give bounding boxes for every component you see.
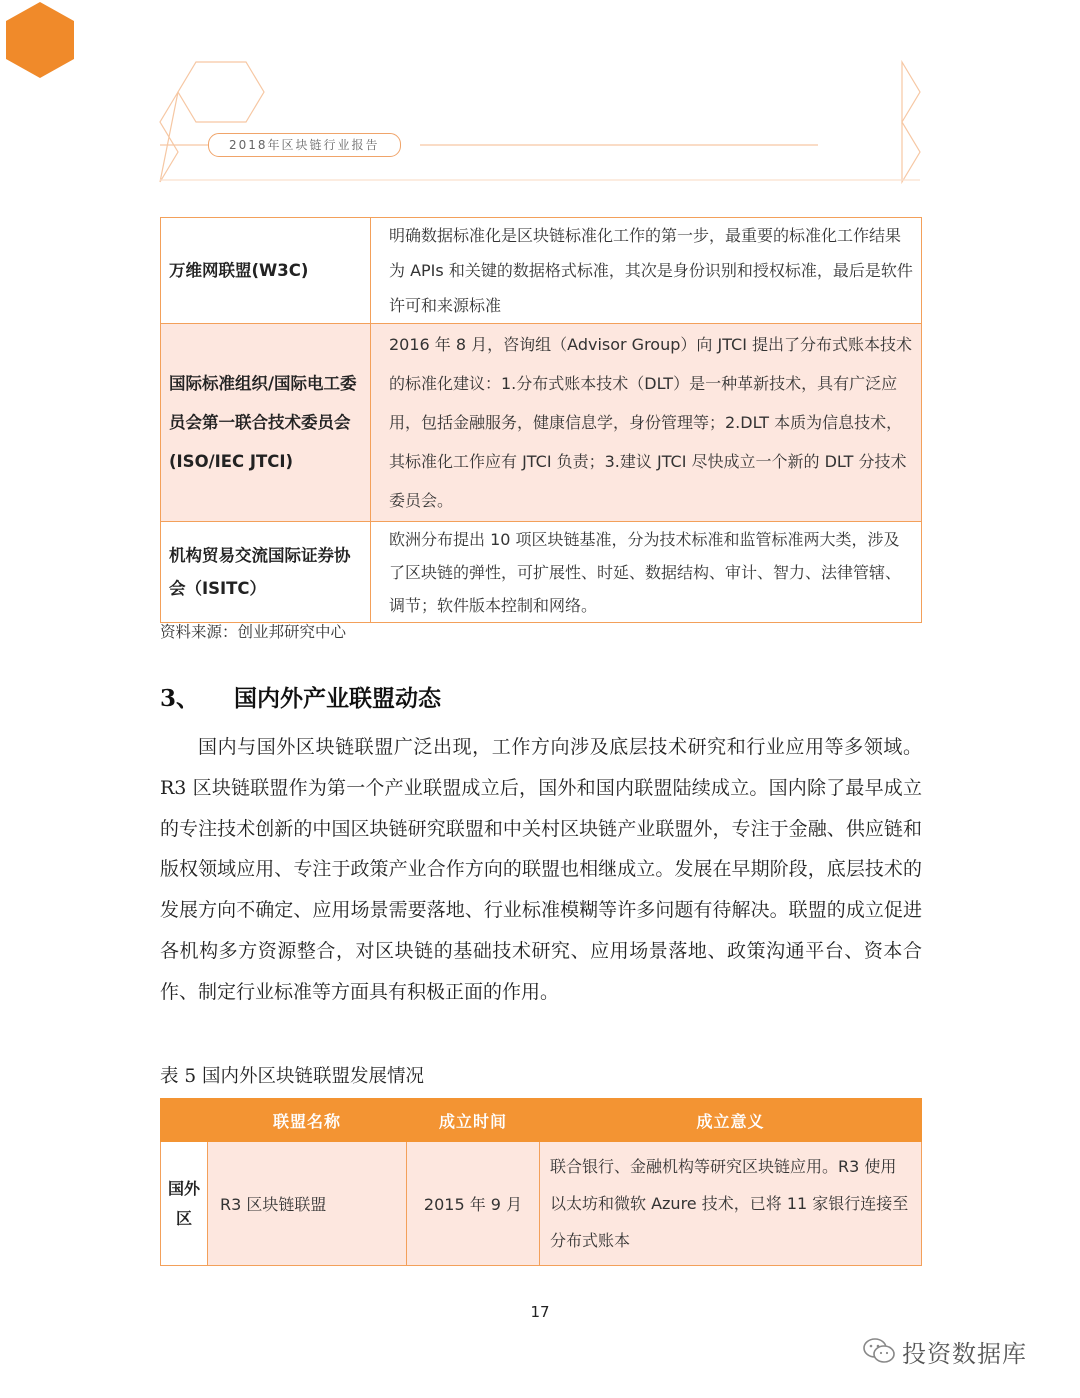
header-time: 成立时间 xyxy=(407,1099,540,1142)
header-meaning: 成立意义 xyxy=(540,1099,922,1142)
source-note: 资料来源：创业邦研究中心 xyxy=(160,623,347,641)
org-cell: 机构贸易交流国际证券协会（ISITC） xyxy=(161,522,371,623)
section-title: 国内外产业联盟动态 xyxy=(234,686,441,712)
table-header-row xyxy=(161,1099,922,1142)
table-caption: 表 5 国内外区块链联盟发展情况 xyxy=(160,1066,425,1087)
founded-time-cell: 2015 年 9 月 xyxy=(407,1142,540,1266)
section-heading xyxy=(160,680,441,713)
desc-cell: 明确数据标准化是区块链标准化工作的第一步，最重要的标准化工作结果为 APIs 和关键的数据格式标准，其次是身份识别和授权标准，最后是软件许可和来源标准 xyxy=(371,218,922,324)
table-row xyxy=(161,324,922,522)
report-title: 2018年区块链行业报告 xyxy=(208,133,401,157)
desc-cell: 2016 年 8 月，咨询组（Advisor Group）向 JTCI 提出了分布式账本技术的标准化建议：1.分布式账本技术（DLT）是一种革新技术，具有广泛应用，包括金融服务，健康信息学，身份管理等；2.DLT 本质为信息技术，其标准化工作应有 JTCI 负责；3.建议 JTCI 尽快成立一个新的 DLT 分技术委员会。 xyxy=(371,324,922,522)
page-header xyxy=(0,0,1080,200)
wechat-icon xyxy=(862,1336,896,1366)
meaning-cell: 联合银行、金融机构等研究区块链应用。R3 使用以太坊和微软 Azure 技术，已将 11 家银行连接至分布式账本 xyxy=(540,1142,922,1266)
org-cell: 万维网联盟(W3C) xyxy=(161,218,371,324)
region-cell: 国外区 xyxy=(161,1142,208,1266)
table-row xyxy=(161,218,922,324)
org-cell: 国际标准组织/国际电工委员会第一联合技术委员会(ISO/IEC JTCI) xyxy=(161,324,371,522)
standards-table xyxy=(160,217,922,623)
header-name: 联盟名称 xyxy=(208,1099,407,1142)
watermark-text: 投资数据库 xyxy=(902,1339,1027,1368)
desc-cell: 欧洲分布提出 10 项区块链基准，分为技术标准和监管标准两大类，涉及了区块链的弹性，可扩展性、时延、数据结构、审计、智力、法律管辖、调节；软件版本控制和网络。 xyxy=(371,522,922,623)
section-number: 3、 xyxy=(160,685,200,712)
alliance-table xyxy=(160,1098,922,1266)
logo-hexagon-icon xyxy=(0,0,80,80)
table-row xyxy=(161,1142,922,1266)
watermark xyxy=(862,1335,1027,1367)
alliance-name-cell: R3 区块链联盟 xyxy=(208,1142,407,1266)
table-row xyxy=(161,522,922,623)
header-decoration xyxy=(0,0,1080,200)
body-paragraph: 国内与国外区块链联盟广泛出现，工作方向涉及底层技术研究和行业应用等多领域。R3 区块链联盟作为第一个产业联盟成立后，国外和国内联盟陆续成立。国内除了最早成立的专注技术创新的中国区块链研究联盟和中关村区块链产业联盟外，专注于金融、供应链和版权领域应用、专注于政策产业合作方向的联盟也相继成立。发展在早期阶段，底层技术的发展方向不确定、应用场景需要落地、行业标准模糊等许多问题有待解决。联盟的成立促进各机构多方资源整合，对区块链的基础技术研究、应用场景落地、政策沟通平台、资本合作、制定行业标准等方面具有积极正面的作用。 xyxy=(160,736,922,1003)
header-region xyxy=(161,1099,208,1142)
logo-subtext: CYZONE xyxy=(842,153,874,160)
logo-text: 创业邦 xyxy=(827,132,888,154)
page-number: 17 xyxy=(530,1303,550,1321)
